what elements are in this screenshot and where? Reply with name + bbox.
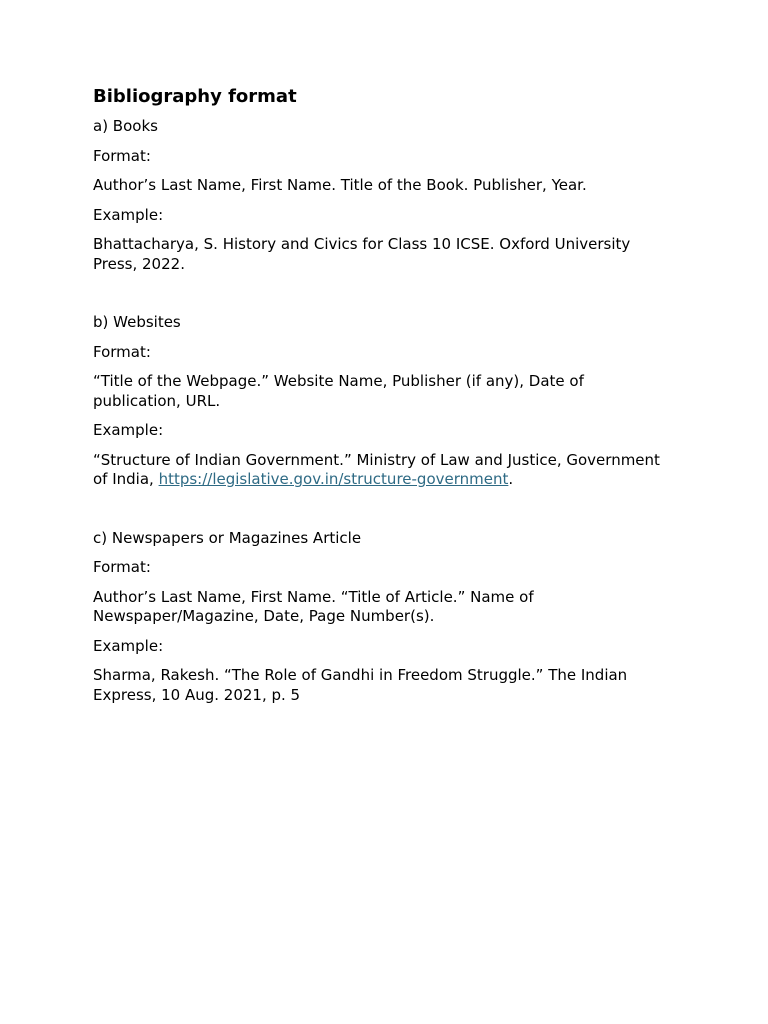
example-text-before-link: “Structure of Indian Government.” Ministry of Law and Justice, Government of India, [93, 450, 660, 488]
section-websites [93, 313, 768, 490]
format-label: Format: [93, 558, 151, 576]
section-newspapers [93, 529, 768, 706]
format-text: “Title of the Webpage.” Website Name, Publisher (if any), Date of publication, URL. [93, 372, 584, 410]
section-books [93, 117, 768, 274]
format-label: Format: [93, 342, 151, 361]
section-heading: b) Websites [93, 313, 181, 331]
example-text: Sharma, Rakesh. “The Role of Gandhi in Freedom Struggle.” The Indian Express, 10 Aug. 2021, p. 5 [93, 666, 628, 704]
example-url-link[interactable]: https://legislative.gov.in/structure-government [158, 470, 509, 488]
format-text: Author’s Last Name, First Name. Title of the Book. Publisher, Year. [93, 176, 587, 194]
page-title: Bibliography format [93, 86, 297, 107]
example-text: Bhattacharya, S. History and Civics for Class 10 ICSE. Oxford University Press, 2022. [93, 235, 631, 273]
section-heading: c) Newspapers or Magazines Article [93, 528, 362, 547]
section-heading: a) Books [93, 117, 158, 135]
example-label: Example: [93, 421, 164, 439]
example-text-after-link: . [508, 470, 514, 488]
example-text [93, 451, 673, 490]
format-text: Author’s Last Name, First Name. “Title of Article.” Name of Newspaper/Magazine, Date, Page Number(s). [93, 587, 534, 625]
example-label: Example: [93, 205, 164, 224]
format-label: Format: [93, 146, 151, 165]
example-label: Example: [93, 636, 164, 655]
